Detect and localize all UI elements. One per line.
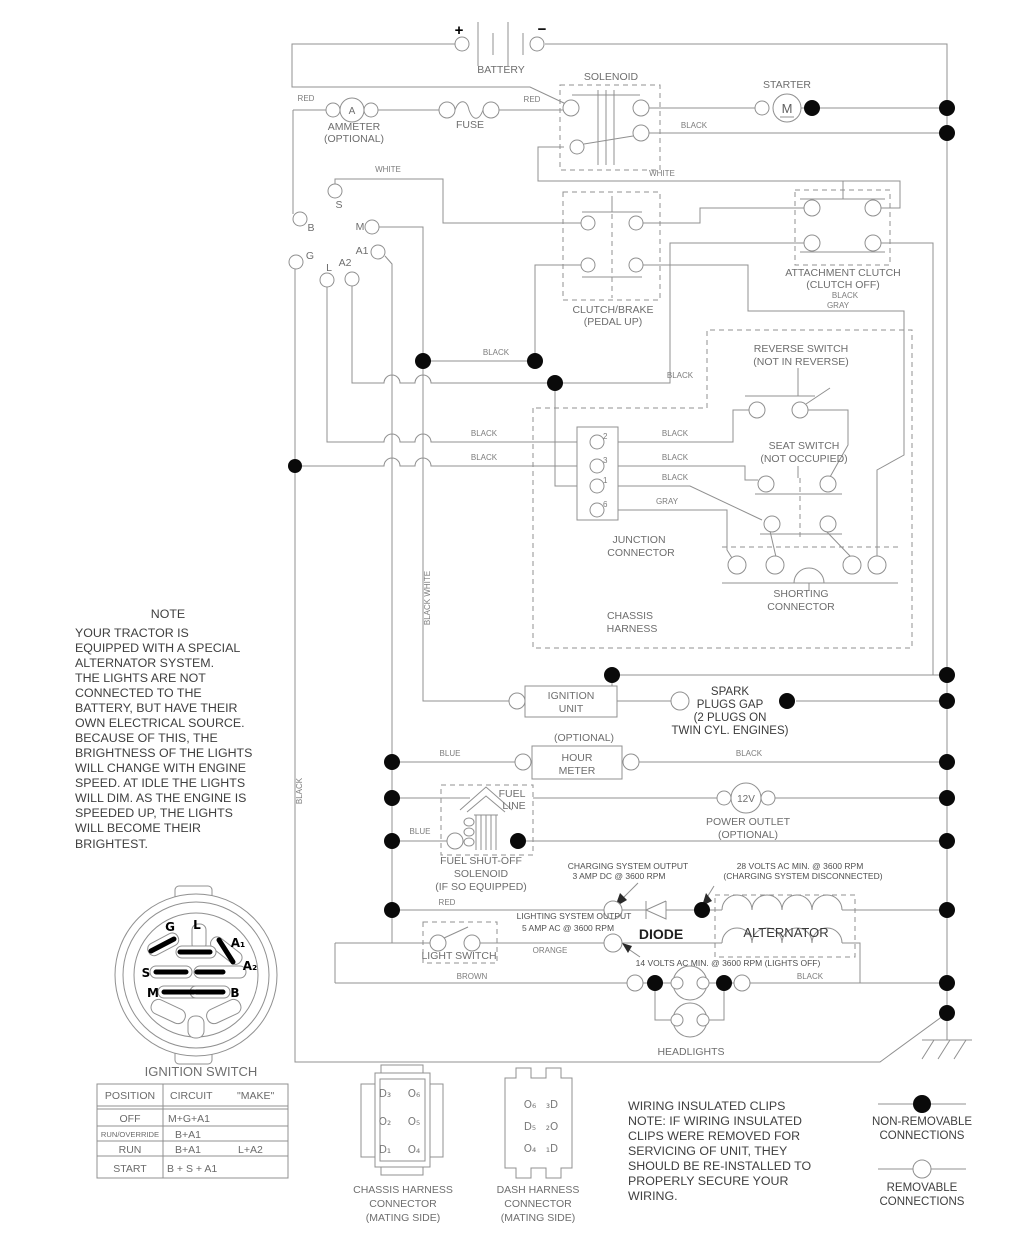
svg-text:L+A2: L+A2	[238, 1144, 263, 1156]
svg-text:WHITE: WHITE	[649, 169, 675, 178]
svg-text:SPEEDED UP, THE LIGHTS: SPEEDED UP, THE LIGHTS	[75, 806, 233, 820]
svg-text:D₃: D₃	[378, 1088, 392, 1100]
annotation-pointer-lines	[621, 883, 714, 957]
svg-text:O₂: O₂	[378, 1116, 392, 1128]
svg-text:L: L	[193, 918, 201, 932]
svg-text:6: 6	[603, 500, 608, 509]
svg-text:3: 3	[603, 456, 608, 465]
svg-text:(NOT IN REVERSE): (NOT IN REVERSE)	[753, 356, 849, 368]
svg-text:NON-REMOVABLE: NON-REMOVABLE	[871, 1116, 973, 1128]
svg-text:BLACK: BLACK	[796, 972, 824, 981]
svg-text:POSITION: POSITION	[104, 1090, 156, 1102]
svg-text:HARNESS: HARNESS	[606, 623, 658, 635]
svg-text:BECAUSE OF THIS, THE: BECAUSE OF THIS, THE	[75, 731, 218, 745]
svg-text:REVERSE SWITCH: REVERSE SWITCH	[753, 343, 849, 355]
svg-text:(OPTIONAL): (OPTIONAL)	[717, 829, 779, 841]
svg-text:A₂: A₂	[242, 959, 258, 973]
dashed-detail-lines	[589, 196, 898, 547]
svg-text:BLACK: BLACK	[295, 777, 304, 805]
svg-text:O₆: O₆	[407, 1088, 421, 1100]
svg-text:LINE: LINE	[502, 800, 526, 812]
ignition-unit-hourmeter-wires	[392, 675, 947, 841]
svg-text:(2 PLUGS ON: (2 PLUGS ON	[693, 712, 767, 724]
svg-text:CONNECTOR: CONNECTOR	[369, 1198, 437, 1210]
svg-text:HOUR: HOUR	[561, 752, 593, 764]
svg-text:D₅: D₅	[523, 1121, 537, 1133]
svg-text:OWN ELECTRICAL SOURCE.: OWN ELECTRICAL SOURCE.	[75, 716, 245, 730]
svg-text:CHARGING SYSTEM OUTPUT: CHARGING SYSTEM OUTPUT	[567, 861, 689, 871]
dash-harness-connector	[505, 1068, 572, 1178]
svg-text:CHASSIS HARNESS: CHASSIS HARNESS	[353, 1184, 453, 1196]
svg-text:GRAY: GRAY	[655, 497, 679, 506]
svg-text:AMMETER: AMMETER	[327, 121, 381, 133]
svg-text:SHORTING: SHORTING	[773, 588, 829, 600]
svg-text:WILL BECOME THEIR: WILL BECOME THEIR	[75, 821, 201, 835]
svg-text:SHOULD BE RE-INSTALLED TO: SHOULD BE RE-INSTALLED TO	[628, 1159, 812, 1173]
svg-text:ATTACHMENT CLUTCH: ATTACHMENT CLUTCH	[785, 267, 901, 279]
connector-body	[505, 1068, 572, 1178]
svg-text:START: START	[113, 1163, 147, 1175]
svg-text:NOTE: IF WIRING INSULATED: NOTE: IF WIRING INSULATED	[628, 1114, 802, 1128]
svg-text:CHASSIS: CHASSIS	[606, 610, 654, 622]
svg-text:CLIPS WERE REMOVED FOR: CLIPS WERE REMOVED FOR	[628, 1129, 801, 1143]
svg-text:3 AMP DC @ 3600 RPM: 3 AMP DC @ 3600 RPM	[572, 871, 666, 881]
svg-text:POWER OUTLET: POWER OUTLET	[705, 816, 791, 828]
connector-tab	[381, 1065, 423, 1073]
connector-flange	[361, 1084, 375, 1157]
svg-text:SERVICING OF UNIT, THEY: SERVICING OF UNIT, THEY	[628, 1144, 788, 1158]
chassis-harness-connector	[361, 1065, 443, 1175]
starter-motor-symbol: M	[781, 101, 793, 116]
fuel-coil-loop	[464, 818, 474, 826]
fuel-coil-loop	[464, 838, 474, 846]
wiring-clips-note	[628, 1099, 812, 1203]
svg-text:B+A1: B+A1	[175, 1144, 201, 1156]
svg-text:14 VOLTS AC MIN. @ 3600 RPM (L: 14 VOLTS AC MIN. @ 3600 RPM (LIGHTS OFF)	[635, 958, 821, 968]
arrow-icon	[622, 943, 632, 953]
svg-text:BRIGHTNESS OF THE LIGHTS: BRIGHTNESS OF THE LIGHTS	[75, 746, 253, 760]
svg-text:M+G+A1: M+G+A1	[168, 1113, 211, 1125]
svg-text:WIRING INSULATED CLIPS: WIRING INSULATED CLIPS	[628, 1099, 786, 1113]
svg-text:REMOVABLE: REMOVABLE	[886, 1182, 958, 1194]
svg-text:CONNECTOR: CONNECTOR	[767, 601, 835, 613]
switch-slot	[188, 1016, 204, 1038]
svg-text:GRAY: GRAY	[826, 301, 850, 310]
svg-text:BLACK WHITE: BLACK WHITE	[423, 570, 432, 626]
svg-text:SOLENOID: SOLENOID	[583, 71, 639, 83]
svg-text:A₁: A₁	[230, 936, 246, 950]
svg-text:WHITE: WHITE	[375, 165, 401, 174]
svg-text:(CLUTCH OFF): (CLUTCH OFF)	[806, 279, 880, 291]
svg-text:BATTERY, BUT HAVE THEIR: BATTERY, BUT HAVE THEIR	[75, 701, 238, 715]
svg-text:5 AMP AC @ 3600 RPM: 5 AMP AC @ 3600 RPM	[521, 923, 615, 933]
svg-text:TWIN CYL. ENGINES): TWIN CYL. ENGINES)	[671, 725, 789, 737]
svg-text:BRIGHTEST.: BRIGHTEST.	[75, 837, 148, 851]
svg-text:(MATING SIDE): (MATING SIDE)	[500, 1212, 576, 1224]
fuel-coil-loop	[464, 828, 474, 836]
svg-text:CONNECTED TO THE: CONNECTED TO THE	[75, 686, 202, 700]
svg-text:₁D: ₁D	[545, 1143, 559, 1155]
svg-text:JUNCTION: JUNCTION	[612, 534, 666, 546]
removable-connection-icon	[913, 1160, 931, 1178]
battery-plates	[478, 22, 523, 66]
svg-text:CIRCUIT: CIRCUIT	[170, 1090, 213, 1102]
svg-text:METER: METER	[558, 765, 596, 777]
svg-text:RUN: RUN	[118, 1144, 142, 1156]
svg-text:BLACK: BLACK	[735, 749, 763, 758]
ignition-terminal-letters	[306, 199, 369, 274]
svg-text:BLACK: BLACK	[680, 121, 708, 130]
svg-text:BLACK: BLACK	[470, 429, 498, 438]
svg-text:RED: RED	[523, 95, 541, 104]
diode-label: DIODE	[638, 926, 684, 942]
svg-text:PROPERLY SECURE YOUR: PROPERLY SECURE YOUR	[628, 1174, 789, 1188]
svg-text:O₄: O₄	[407, 1144, 421, 1156]
svg-text:D₁: D₁	[378, 1144, 392, 1156]
svg-text:CONNECTOR: CONNECTOR	[504, 1198, 572, 1210]
svg-text:O₆: O₆	[523, 1099, 537, 1111]
connector-flange	[429, 1084, 443, 1157]
svg-text:ALTERNATOR SYSTEM.: ALTERNATOR SYSTEM.	[75, 656, 215, 670]
battery-plus-icon: +	[454, 22, 464, 39]
alternator-note	[75, 607, 252, 851]
non-removable-connection-icon	[913, 1095, 931, 1113]
svg-text:EQUIPPED WITH A SPECIAL: EQUIPPED WITH A SPECIAL	[75, 641, 241, 655]
svg-text:PLUGS GAP: PLUGS GAP	[696, 699, 764, 711]
svg-text:WILL DIM. AS THE ENGINE IS: WILL DIM. AS THE ENGINE IS	[75, 791, 247, 805]
svg-text:₃D: ₃D	[545, 1099, 559, 1111]
svg-text:BLACK: BLACK	[661, 453, 689, 462]
svg-text:BLACK: BLACK	[666, 371, 694, 380]
svg-text:YOUR TRACTOR IS: YOUR TRACTOR IS	[75, 626, 189, 640]
svg-text:IGNITION SWITCH: IGNITION SWITCH	[144, 1064, 258, 1079]
svg-text:M: M	[355, 221, 365, 233]
svg-text:DASH HARNESS: DASH HARNESS	[496, 1184, 580, 1196]
svg-text:SOLENOID: SOLENOID	[453, 868, 509, 880]
svg-text:A1: A1	[355, 245, 369, 257]
svg-text:2: 2	[603, 432, 608, 441]
power-outlet-voltage: 12V	[737, 794, 755, 805]
svg-text:FUEL SHUT-OFF: FUEL SHUT-OFF	[440, 855, 522, 867]
ammeter-symbol: A	[348, 106, 356, 117]
svg-text:(IF SO EQUIPPED): (IF SO EQUIPPED)	[435, 881, 527, 893]
svg-text:ORANGE: ORANGE	[532, 946, 568, 955]
svg-text:THE LIGHTS ARE NOT: THE LIGHTS ARE NOT	[75, 671, 206, 685]
svg-text:FUEL: FUEL	[498, 788, 526, 800]
svg-text:B+A1: B+A1	[175, 1129, 201, 1141]
svg-text:WILL CHANGE WITH ENGINE: WILL CHANGE WITH ENGINE	[75, 761, 246, 775]
svg-text:BLUE: BLUE	[439, 749, 461, 758]
svg-text:CONNECTIONS: CONNECTIONS	[879, 1130, 965, 1142]
svg-text:B + S + A1: B + S + A1	[167, 1163, 218, 1175]
svg-text:B: B	[307, 222, 315, 234]
svg-text:₂O: ₂O	[545, 1121, 559, 1133]
connector-tab	[381, 1167, 423, 1175]
svg-text:SEAT SWITCH: SEAT SWITCH	[768, 440, 840, 452]
ignition-switch-wires	[295, 179, 804, 983]
svg-text:1: 1	[603, 476, 608, 485]
svg-text:STARTER: STARTER	[762, 79, 812, 91]
svg-text:IGNITION: IGNITION	[547, 690, 595, 702]
svg-text:BLACK: BLACK	[831, 291, 859, 300]
svg-text:G: G	[165, 920, 175, 934]
svg-text:RUN/OVERRIDE: RUN/OVERRIDE	[100, 1130, 160, 1139]
svg-text:(CHARGING SYSTEM DISCONNECTED): (CHARGING SYSTEM DISCONNECTED)	[723, 871, 883, 881]
svg-text:(OPTIONAL): (OPTIONAL)	[323, 133, 385, 145]
svg-text:S: S	[335, 199, 343, 211]
svg-text:SPEED. AT IDLE THE LIGHTS: SPEED. AT IDLE THE LIGHTS	[75, 776, 246, 790]
svg-text:G: G	[305, 250, 315, 262]
svg-text:BROWN: BROWN	[456, 972, 488, 981]
svg-text:FUSE: FUSE	[455, 119, 485, 131]
svg-text:LIGHTING SYSTEM OUTPUT: LIGHTING SYSTEM OUTPUT	[516, 911, 632, 921]
svg-text:BLACK: BLACK	[661, 473, 689, 482]
svg-text:BLACK: BLACK	[661, 429, 689, 438]
svg-text:UNIT: UNIT	[558, 703, 584, 715]
svg-text:(OPTIONAL): (OPTIONAL)	[553, 732, 615, 744]
svg-text:CONNECTOR: CONNECTOR	[607, 547, 675, 559]
svg-text:CLUTCH/BRAKE: CLUTCH/BRAKE	[572, 304, 654, 316]
svg-text:A2: A2	[338, 257, 352, 269]
svg-text:(NOT OCCUPIED): (NOT OCCUPIED)	[760, 453, 848, 465]
svg-text:WIRING.: WIRING.	[628, 1189, 678, 1203]
battery-minus-icon: −	[537, 21, 547, 38]
svg-text:(PEDAL UP): (PEDAL UP)	[583, 316, 643, 328]
svg-text:(MATING SIDE): (MATING SIDE)	[365, 1212, 441, 1224]
svg-text:OFF: OFF	[119, 1113, 141, 1125]
alternator-label: ALTERNATOR	[743, 925, 829, 940]
svg-text:S: S	[141, 966, 151, 980]
svg-text:SPARK: SPARK	[710, 686, 750, 698]
ignition-switch-graphic	[115, 886, 277, 1064]
svg-text:HEADLIGHTS: HEADLIGHTS	[657, 1046, 725, 1058]
svg-text:L: L	[326, 262, 332, 274]
svg-text:B: B	[230, 986, 240, 1000]
svg-text:CONNECTIONS: CONNECTIONS	[879, 1196, 965, 1208]
svg-text:BLUE: BLUE	[409, 827, 431, 836]
svg-text:28 VOLTS AC MIN. @ 3600 RPM: 28 VOLTS AC MIN. @ 3600 RPM	[736, 861, 864, 871]
svg-text:BLACK: BLACK	[470, 453, 498, 462]
svg-text:M: M	[147, 986, 159, 1000]
svg-text:"MAKE": "MAKE"	[237, 1090, 275, 1102]
svg-text:BATTERY: BATTERY	[477, 64, 525, 76]
svg-text:BLACK: BLACK	[482, 348, 510, 357]
svg-text:O₄: O₄	[523, 1143, 537, 1155]
svg-text:RED: RED	[297, 94, 315, 103]
svg-text:RED: RED	[438, 898, 456, 907]
svg-text:O₅: O₅	[407, 1116, 421, 1128]
svg-text:LIGHT SWITCH: LIGHT SWITCH	[421, 950, 497, 962]
svg-text:NOTE: NOTE	[150, 607, 186, 621]
spark-plug-note	[672, 686, 789, 737]
